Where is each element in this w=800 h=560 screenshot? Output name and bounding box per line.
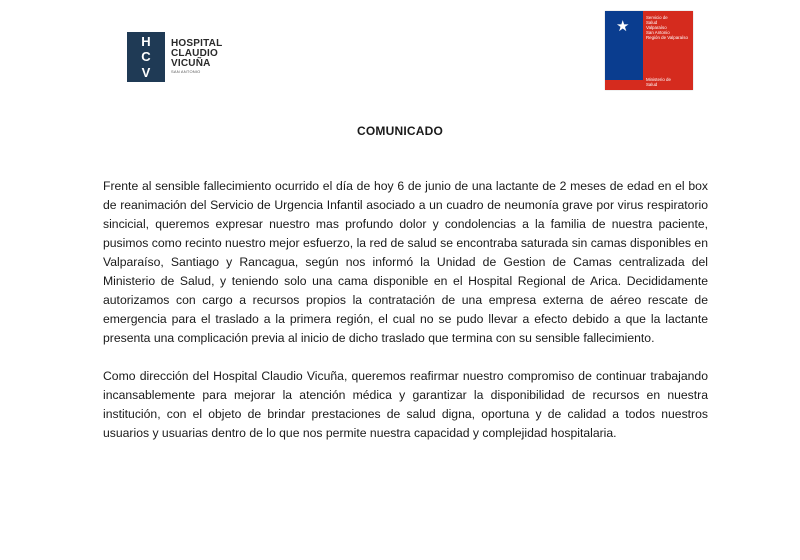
star-icon: ★ bbox=[616, 18, 630, 35]
document-body bbox=[103, 177, 708, 443]
body-paragraph-1: Frente al sensible fallecimiento ocurrido el día de hoy 6 de junio de una lactante de 2 meses de edad en el box de reanimación del Servicio de Urgencia Infantil asociado a un cuadro de neumonía grave por virus respiratorio sincicial, queremos expresar nuestro mas profundo dolor y condolencias a la familia de nuestra paciente, pusimos como recinto nuestro mejor esfuerzo, la red de salud se encontraba saturada sin camas disponibles en Valparaíso, Santiago y Rancagua, según nos informó la Unidad de Gestion de Camas centralizada del Ministerio de Salud, y teniendo solo una cama disponible en el Hospital Regional de Arica. Decididamente autorizamos con cargo a recursos propios la contratación de una empresa externa de aéreo rescate de emergencia para el traslado a la primera región, el cual no se pudo llevar a efecto debido a que la lactante presenta una complicación previa al inicio de dicho traslado que termina con su sensible fallecimiento. bbox=[103, 179, 708, 345]
minsal-line-4: San Antonio bbox=[646, 30, 670, 35]
hcv-letter-c: C bbox=[141, 49, 151, 65]
hospital-name-line-1: HOSPITAL bbox=[171, 38, 223, 49]
minsal-line-2: Salud bbox=[646, 20, 658, 25]
minsal-blue-panel bbox=[605, 11, 643, 90]
hospital-name-line-2: CLAUDIO bbox=[171, 48, 218, 59]
minsal-line-1: Servicio de bbox=[646, 15, 668, 20]
hospital-name-line-3: VICUÑA bbox=[171, 58, 211, 69]
minsal-line-5: Región de Valparaíso bbox=[646, 35, 688, 40]
hospital-logo bbox=[127, 32, 222, 82]
hcv-letter-h: H bbox=[141, 34, 151, 50]
hcv-logo-mark bbox=[127, 32, 165, 82]
hospital-name bbox=[171, 39, 222, 75]
minsal-bottom-line-2: Salud bbox=[646, 82, 658, 87]
minsal-ministry-text bbox=[646, 77, 690, 87]
minsal-text-panel bbox=[643, 11, 693, 90]
hcv-letter-v: V bbox=[141, 64, 151, 80]
minsal-line-3: Valparaíso bbox=[646, 25, 667, 30]
document-title: COMUNICADO bbox=[357, 124, 443, 138]
hospital-subtitle: SAN ANTONIO bbox=[171, 69, 201, 74]
ministerio-salud-logo bbox=[605, 11, 693, 90]
body-paragraph-2: Como dirección del Hospital Claudio Vicuña, queremos reafirmar nuestro compromiso de continuar trabajando incansablemente para mejorar la atención médica y garantizar la disponibilidad de recursos en nuestra institución, con el objeto de brindar prestaciones de salud digna, oportuna y de calidad a todos nuestros usuarios y usuarias dentro de lo que nos permite nuestra capacidad y complejidad hospitalaria. bbox=[103, 369, 708, 440]
minsal-red-strip bbox=[605, 80, 643, 90]
minsal-bottom-line-1: Ministerio de bbox=[646, 77, 671, 82]
minsal-service-text bbox=[646, 15, 690, 40]
